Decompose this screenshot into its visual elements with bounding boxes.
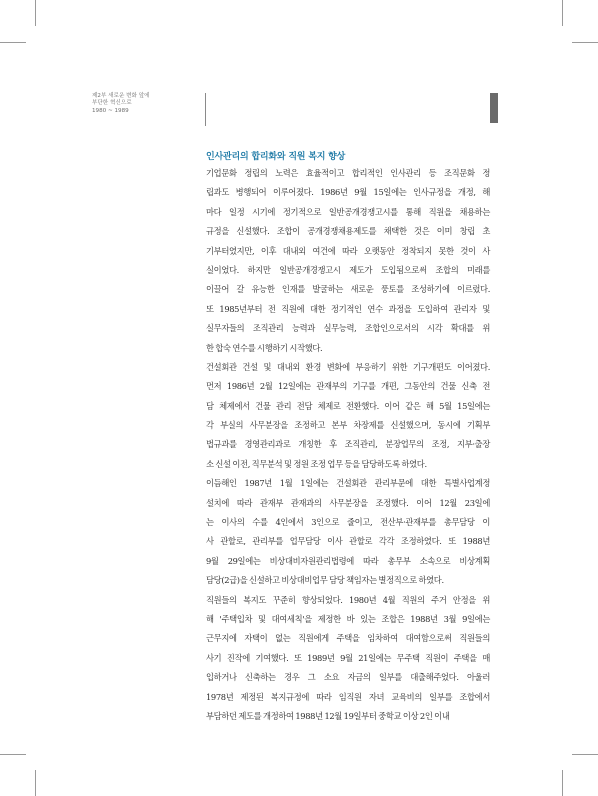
text-line: 담 체제에서 건물 관리 전담 체제로 전환했다. 이어 같은 해 5월 15일에는	[206, 400, 490, 411]
crop-mark	[0, 754, 26, 755]
text-line: 마다 일정 시기에 정기적으로 일반공개경쟁고시를 통해 직원을 채용하는	[206, 206, 490, 217]
crop-mark	[562, 770, 563, 796]
crop-mark	[572, 42, 598, 43]
text-line: 이끌어 갈 유능한 인재를 발굴하는 새로운 풍토를 조성하기에 이르렀다.	[206, 284, 490, 295]
text-line: 건설회관 건설 및 대내외 환경 변화에 부응하기 위한 기구개편도 이어졌다.	[206, 361, 490, 372]
text-line: 부담하던 제도를 개정하여 1988년 12월 19일부터 중학교 이상 2인 이내	[206, 710, 450, 721]
text-line: 입하거나 신축하는 경우 그 소요 자금의 일부를 대출해주었다. 아울러	[206, 672, 490, 683]
text-line: 직원들의 복지도 꾸준히 향상되었다. 1980년 4월 직원의 주거 안정을 위	[206, 594, 490, 605]
text-line: 근무지에 자택이 없는 직원에게 주택을 임차하여 대여함으로써 직원들의	[206, 633, 490, 644]
header-divider	[205, 93, 206, 126]
text-line: 실이었다. 하지만 일반공개경쟁고시 제도가 도입됨으로써 조합의 미래를	[206, 264, 490, 275]
crop-mark	[572, 754, 598, 755]
text-line: 이듬해인 1987년 1월 1일에는 건설회관 관리부문에 대한 특별사업계정	[206, 478, 490, 489]
text-line: 먼저 1986년 2월 12일에는 관재부의 기구를 개편, 그동안의 건물 신축 전	[206, 381, 490, 392]
running-head-chapter: 부단한 혁신으로	[92, 100, 132, 107]
text-line: 기업문화 정립의 노력은 효율적이고 합리적인 인사관리 등 조직문화 정	[206, 168, 490, 178]
text-line: 실무자들의 조직관리 능력과 실무능력, 조합인으로서의 시각 확대를 위	[206, 323, 490, 334]
article-body	[206, 150, 490, 726]
text-line: 1978년 제정된 복지규정에 따라 임직원 자녀 교육비의 일부를 조합에서	[206, 691, 490, 702]
running-head-part: 제2부 새로운 변화 앞에	[92, 93, 150, 99]
text-line: 법규과를 경영관리과로 개칭한 후 조직관리, 분장업무의 조정, 지부·출장	[206, 439, 490, 450]
text-line: 각 부실의 사무분장을 조정하고 본부 차장제를 신설했으며, 동시에 기획부	[206, 420, 490, 431]
crop-mark	[35, 0, 36, 26]
text-line: 소 신설 이전, 직무분석 및 정원 조정 업무 등을 담당하도록 하였다.	[206, 458, 427, 469]
paragraph	[206, 358, 490, 474]
text-line: 는 이사의 수를 4인에서 3인으로 줄이고, 전산부·관재부를 총무담당 이	[206, 517, 490, 528]
crop-mark	[35, 770, 36, 796]
running-head	[92, 93, 192, 115]
text-line: 사 관할로, 관리부를 업무담당 이사 관할로 각각 조정하였다. 또 1988년	[206, 536, 490, 547]
crop-mark	[0, 42, 26, 43]
text-line: 해 '주택입차 및 대여세칙'을 제정한 바 있는 조합은 1988년 3월 9일에는	[206, 613, 490, 624]
text-line: 9월 29일에는 비상대비자원관리법령에 따라 총무부 소속으로 비상계획	[206, 555, 490, 566]
text-line: 기부터였지만, 이후 대내외 여건에 따라 오랫동안 정착되지 못한 것이 사	[206, 245, 490, 256]
paragraph	[206, 164, 490, 358]
text-line: 또 1985년부터 전 직원에 대한 정기적인 연수 과정을 도입하여 관리자 및	[206, 303, 490, 314]
crop-mark	[562, 0, 563, 26]
text-line: 규정을 신설했다. 조합이 공개경쟁채용제도를 채택한 것은 이미 창립 초	[206, 226, 490, 237]
section-title: 인사관리의 합리화와 직원 복지 향상	[206, 152, 346, 162]
text-line: 한 합숙 연수를 시행하기 시작했다.	[206, 342, 323, 353]
running-head-years: 1980 ~ 1989	[92, 107, 129, 114]
chapter-side-tab	[490, 93, 498, 123]
text-line: 설치에 따라 관재부 관재과의 사무분장을 조정했다. 이어 12월 23일에	[206, 497, 490, 508]
paragraph	[206, 474, 490, 590]
paragraph	[206, 591, 490, 727]
text-line: 사기 진작에 기여했다. 또 1989년 9월 21일에는 무주택 직원이 주택을 매	[206, 652, 490, 663]
text-line: 립과도 병행되어 이루어졌다. 1986년 9월 15일에는 인사규정을 개정, 해	[206, 187, 490, 198]
body-text	[206, 164, 490, 726]
text-line: 담당(2급)을 신설하고 비상대비업무 담당 책임자는 별정직으로 하였다.	[206, 575, 444, 586]
